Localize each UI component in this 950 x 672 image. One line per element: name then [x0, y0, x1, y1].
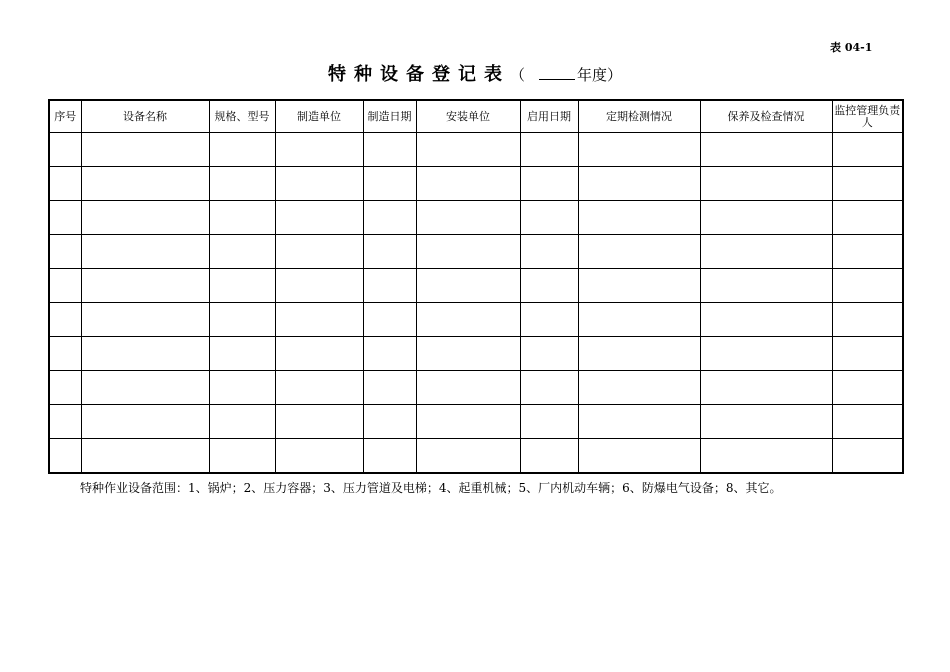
- table-row: [49, 235, 903, 269]
- table-row: [49, 201, 903, 235]
- table-row: [49, 269, 903, 303]
- table-cell[interactable]: [363, 269, 416, 303]
- table-cell[interactable]: [578, 303, 700, 337]
- col-header-start-date: 启用日期: [520, 100, 578, 133]
- table-cell[interactable]: [700, 405, 832, 439]
- table-cell[interactable]: [578, 167, 700, 201]
- table-cell[interactable]: [520, 201, 578, 235]
- table-cell[interactable]: [363, 337, 416, 371]
- table-cell[interactable]: [363, 371, 416, 405]
- table-cell[interactable]: [49, 201, 81, 235]
- table-row: [49, 337, 903, 371]
- table-cell[interactable]: [275, 371, 363, 405]
- table-row: [49, 133, 903, 167]
- table-cell[interactable]: [416, 337, 520, 371]
- title-year-suffix: 年度）: [577, 66, 623, 84]
- table-cell[interactable]: [209, 303, 275, 337]
- table-cell[interactable]: [520, 405, 578, 439]
- table-cell[interactable]: [832, 371, 903, 405]
- table-cell[interactable]: [81, 439, 209, 474]
- table-cell[interactable]: [520, 337, 578, 371]
- table-cell[interactable]: [832, 133, 903, 167]
- table-cell[interactable]: [49, 303, 81, 337]
- table-cell[interactable]: [49, 133, 81, 167]
- table-cell[interactable]: [275, 133, 363, 167]
- table-cell[interactable]: [578, 337, 700, 371]
- table-cell[interactable]: [363, 303, 416, 337]
- footnote: 特种作业设备范围：1、锅炉；2、压力容器；3、压力管道及电梯；4、起重机械；5、厂内机动车辆；6、防爆电气设备；8、其它。: [80, 481, 782, 495]
- table-cell[interactable]: [416, 201, 520, 235]
- table-cell[interactable]: [578, 371, 700, 405]
- table-cell[interactable]: [81, 405, 209, 439]
- table-cell[interactable]: [49, 439, 81, 474]
- table-cell[interactable]: [209, 133, 275, 167]
- table-cell[interactable]: [578, 133, 700, 167]
- table-cell[interactable]: [275, 303, 363, 337]
- table-cell[interactable]: [700, 371, 832, 405]
- table-cell[interactable]: [275, 201, 363, 235]
- table-cell[interactable]: [81, 337, 209, 371]
- equipment-register-table: [48, 99, 904, 474]
- col-header-serial: 序号: [49, 100, 81, 133]
- table-cell[interactable]: [363, 133, 416, 167]
- table-cell[interactable]: [520, 167, 578, 201]
- table-cell[interactable]: [49, 235, 81, 269]
- table-body: [49, 133, 903, 474]
- table-cell[interactable]: [700, 235, 832, 269]
- table-cell[interactable]: [209, 337, 275, 371]
- table-row: [49, 303, 903, 337]
- table-cell[interactable]: [363, 235, 416, 269]
- table-cell[interactable]: [700, 337, 832, 371]
- table-cell[interactable]: [209, 405, 275, 439]
- table-cell[interactable]: [832, 337, 903, 371]
- col-header-manufacturer: 制造单位: [275, 100, 363, 133]
- table-cell[interactable]: [49, 167, 81, 201]
- form-number: 表 04-1: [830, 41, 873, 54]
- table-cell[interactable]: [832, 167, 903, 201]
- table-cell[interactable]: [275, 405, 363, 439]
- table-cell[interactable]: [832, 235, 903, 269]
- table-cell[interactable]: [416, 371, 520, 405]
- table-cell[interactable]: [209, 235, 275, 269]
- table-cell[interactable]: [81, 269, 209, 303]
- table-cell[interactable]: [520, 269, 578, 303]
- table-cell[interactable]: [832, 201, 903, 235]
- table-cell[interactable]: [416, 269, 520, 303]
- table-cell[interactable]: [520, 371, 578, 405]
- col-header-manufacture-date: 制造日期: [363, 100, 416, 133]
- year-blank: [539, 65, 575, 80]
- title-paren-open: （: [509, 66, 525, 84]
- table-cell[interactable]: [275, 269, 363, 303]
- table-cell[interactable]: [209, 269, 275, 303]
- table-row: [49, 167, 903, 201]
- table-cell[interactable]: [81, 371, 209, 405]
- table-cell[interactable]: [700, 167, 832, 201]
- table-cell[interactable]: [416, 167, 520, 201]
- table-cell[interactable]: [363, 405, 416, 439]
- table-cell[interactable]: [49, 269, 81, 303]
- table-cell[interactable]: [520, 133, 578, 167]
- table-cell[interactable]: [520, 303, 578, 337]
- table-cell[interactable]: [700, 201, 832, 235]
- table-cell[interactable]: [578, 405, 700, 439]
- table-row: [49, 439, 903, 474]
- table-cell[interactable]: [578, 235, 700, 269]
- table-cell[interactable]: [363, 201, 416, 235]
- table-cell[interactable]: [416, 303, 520, 337]
- table-cell[interactable]: [275, 439, 363, 474]
- table-cell[interactable]: [209, 439, 275, 474]
- table-cell[interactable]: [49, 371, 81, 405]
- table-cell[interactable]: [832, 303, 903, 337]
- table-cell[interactable]: [416, 133, 520, 167]
- table-cell[interactable]: [81, 235, 209, 269]
- table-cell[interactable]: [700, 303, 832, 337]
- table-cell[interactable]: [81, 167, 209, 201]
- table-cell[interactable]: [578, 201, 700, 235]
- table-cell[interactable]: [700, 133, 832, 167]
- page-title: [0, 60, 950, 86]
- col-header-equipment-name: 设备名称: [81, 100, 209, 133]
- table-cell[interactable]: [578, 269, 700, 303]
- col-header-supervisor: 监控管理负责人: [832, 100, 903, 133]
- table-row: [49, 405, 903, 439]
- table-cell[interactable]: [275, 235, 363, 269]
- table-cell[interactable]: [832, 269, 903, 303]
- table-cell[interactable]: [275, 167, 363, 201]
- table-cell[interactable]: [416, 439, 520, 474]
- table-cell[interactable]: [832, 439, 903, 474]
- table-cell[interactable]: [81, 303, 209, 337]
- table-cell[interactable]: [209, 371, 275, 405]
- title-main: 特种设备登记表: [327, 64, 510, 85]
- table-row: [49, 371, 903, 405]
- table-cell[interactable]: [520, 235, 578, 269]
- table-cell[interactable]: [49, 337, 81, 371]
- table-cell[interactable]: [578, 439, 700, 474]
- table-cell[interactable]: [209, 201, 275, 235]
- table-cell[interactable]: [49, 405, 81, 439]
- table-cell[interactable]: [81, 201, 209, 235]
- header-row: [49, 100, 903, 133]
- table-cell[interactable]: [275, 337, 363, 371]
- table-cell[interactable]: [81, 133, 209, 167]
- table-cell[interactable]: [416, 405, 520, 439]
- col-header-installer: 安装单位: [416, 100, 520, 133]
- col-header-model: 规格、型号: [209, 100, 275, 133]
- col-header-inspection: 定期检测情况: [578, 100, 700, 133]
- table-cell[interactable]: [416, 235, 520, 269]
- table-cell[interactable]: [832, 405, 903, 439]
- col-header-maintenance: 保养及检查情况: [700, 100, 832, 133]
- table-cell[interactable]: [363, 167, 416, 201]
- table-cell[interactable]: [700, 269, 832, 303]
- table-cell[interactable]: [520, 439, 578, 474]
- table-cell[interactable]: [209, 167, 275, 201]
- table-cell[interactable]: [700, 439, 832, 474]
- table-cell[interactable]: [363, 439, 416, 474]
